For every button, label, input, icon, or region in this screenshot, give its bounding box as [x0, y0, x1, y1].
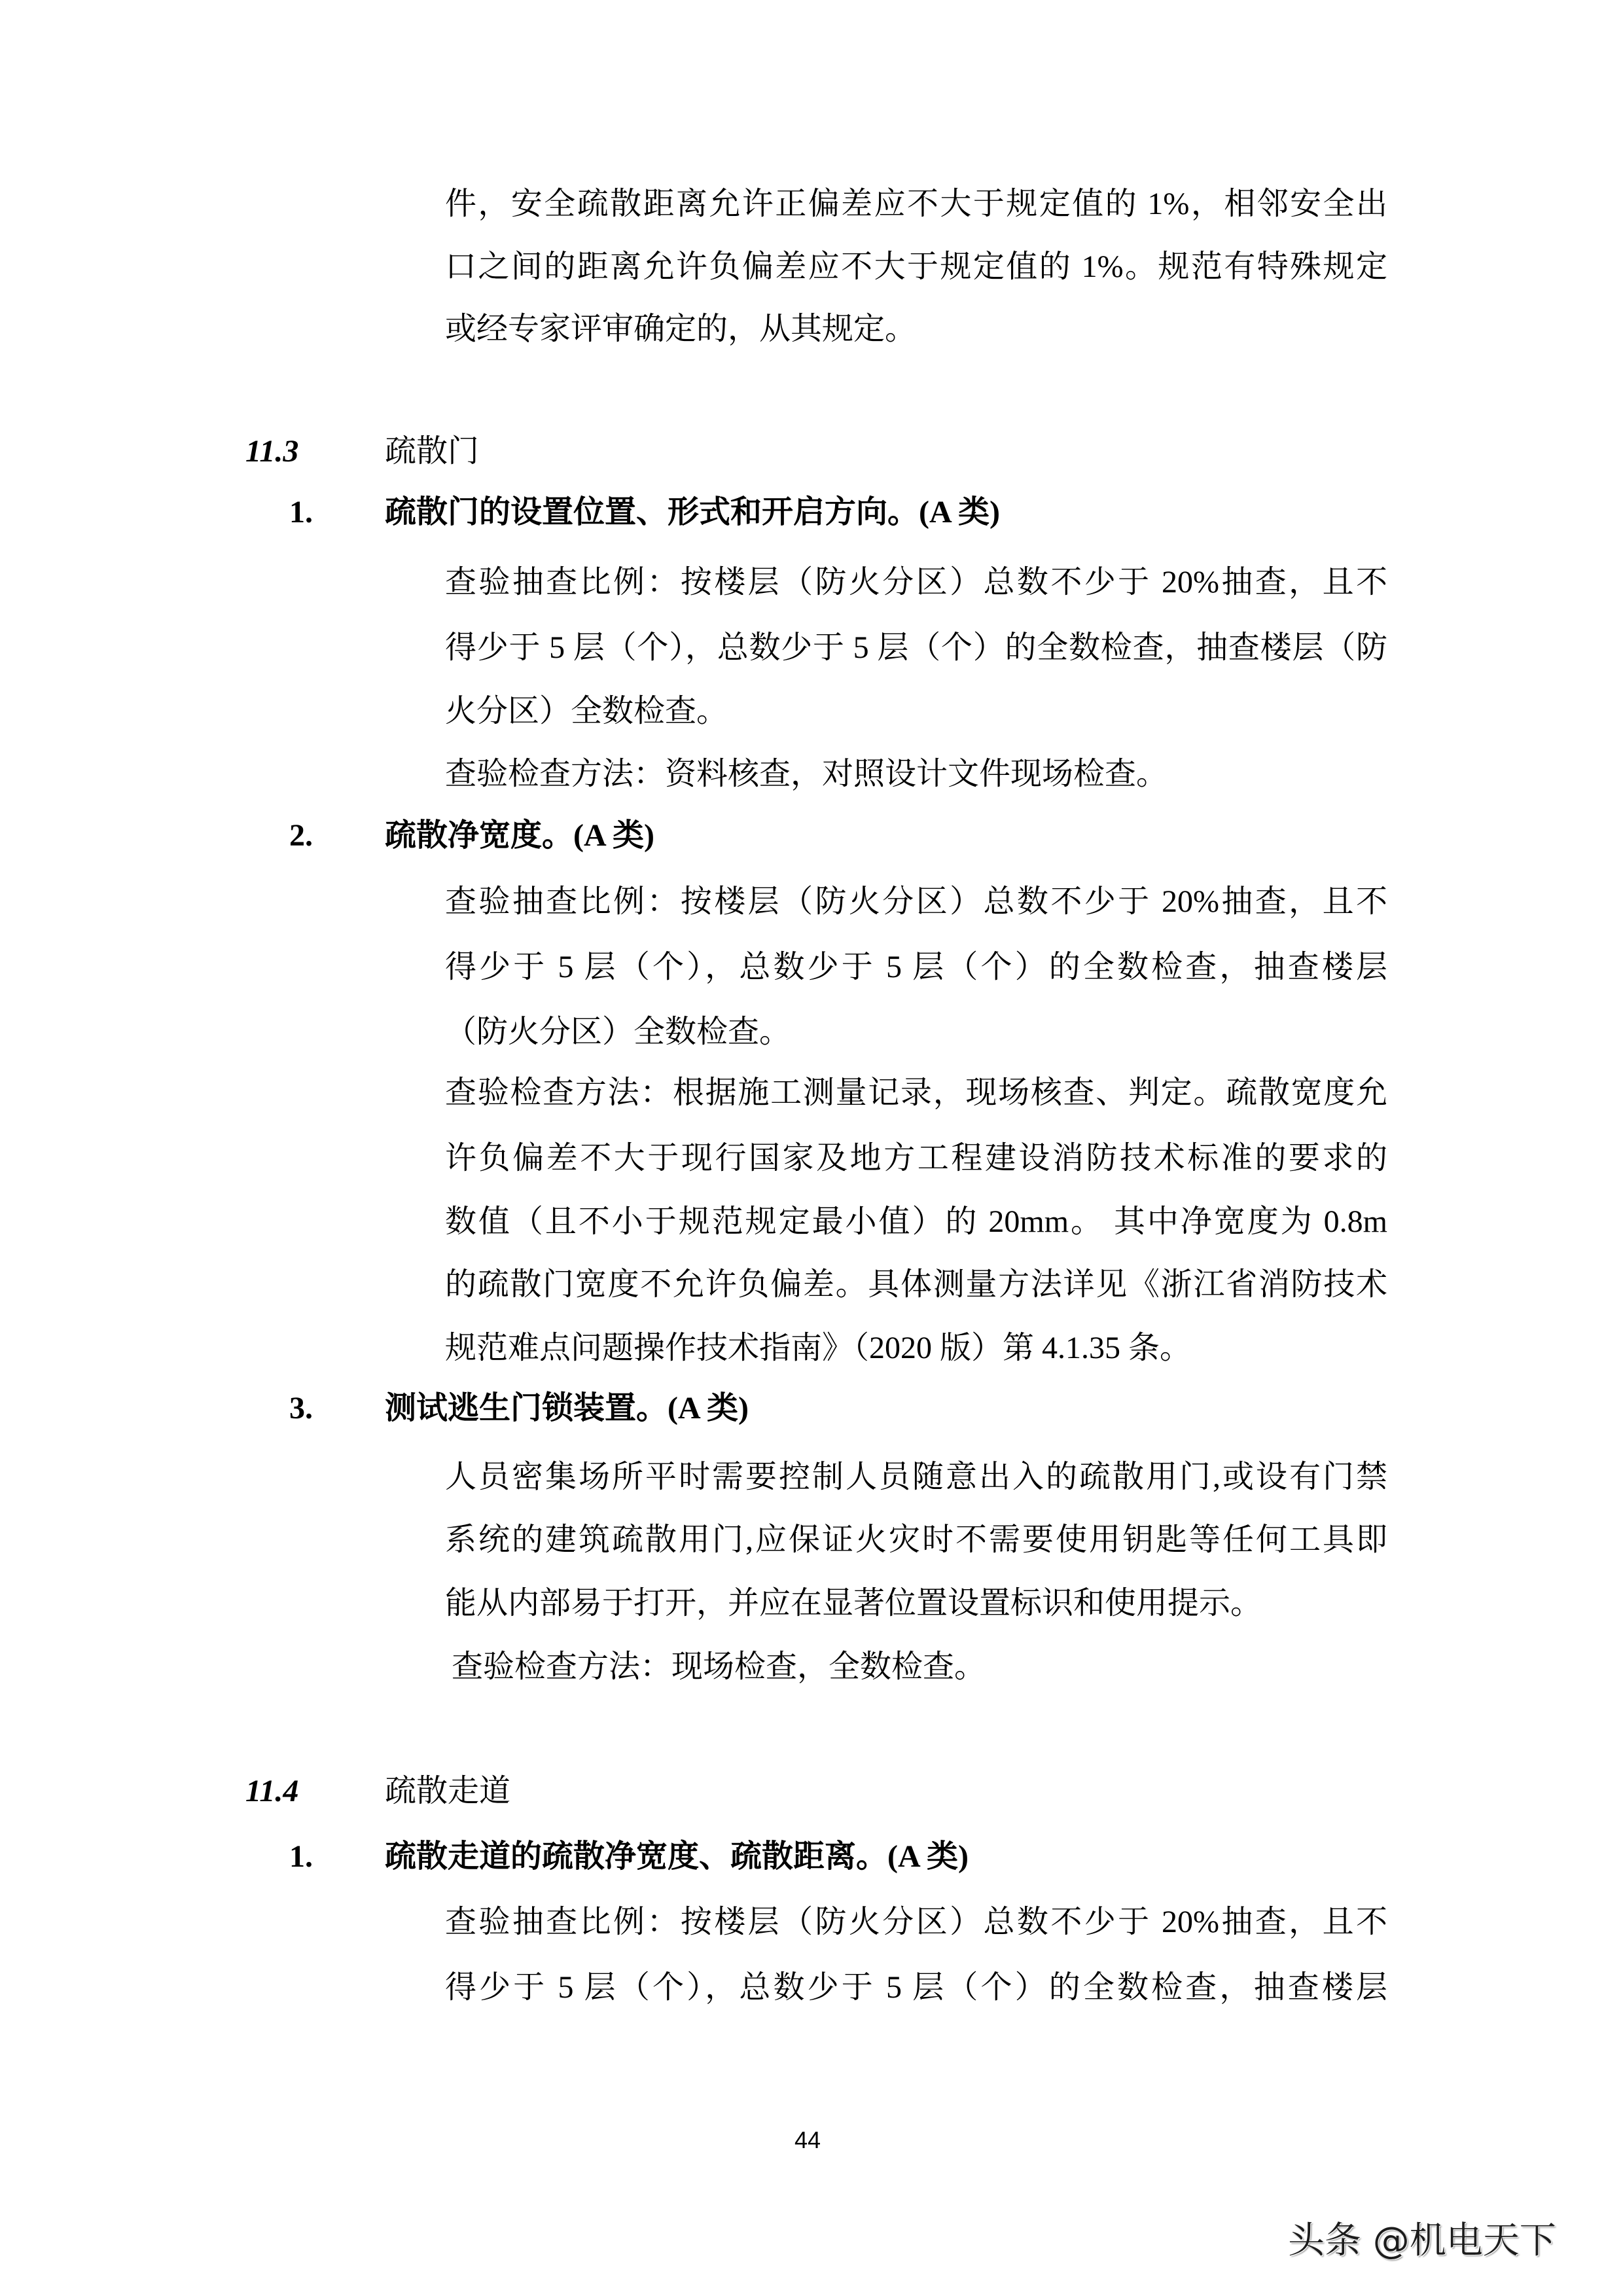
- text-line: 的疏散门宽度不允许负偏差。具体测量方法详见《浙江省消防技术: [445, 1267, 1387, 1302]
- item-title: [385, 1377, 749, 1440]
- item-number: 1.: [289, 495, 313, 529]
- item-heading: [0, 481, 1623, 544]
- item-class-label: (A 类): [887, 1839, 969, 1874]
- text-line: 系统的建筑疏散用门,应保证火灾时不需要使用钥匙等任何工具即: [445, 1522, 1387, 1557]
- item-title: [385, 1825, 969, 1888]
- item-number: 2.: [289, 818, 313, 853]
- text-line: 查验抽查比例：按楼层（防火分区）总数不少于 20%抽查，且不: [445, 884, 1387, 919]
- item-heading: [0, 804, 1623, 867]
- section-title: 疏散门: [385, 434, 480, 469]
- text-line: 规范难点问题操作技术指南》（2020 版）第 4.1.35 条。: [445, 1331, 1192, 1365]
- item-title: [385, 481, 1000, 544]
- text-line: 火分区）全数检查。: [445, 694, 728, 728]
- section-heading-11-4: [0, 1760, 1623, 1823]
- section-heading-11-3: [0, 420, 1623, 483]
- text-line: 得少于 5 层（个），总数少于 5 层（个）的全数检查，抽查楼层: [445, 950, 1387, 984]
- text-line: 查验抽查比例：按楼层（防火分区）总数不少于 20%抽查，且不: [445, 565, 1387, 600]
- text-line: 数值（且不小于规范规定最小值）的 20mm。 其中净宽度为 0.8m: [445, 1204, 1387, 1239]
- section-number: 11.3: [245, 434, 299, 469]
- text-line: 口之间的距离允许负偏差应不大于规定值的 1%。规范有特殊规定: [445, 249, 1387, 284]
- item-title-text: 疏散净宽度。: [385, 818, 574, 853]
- item-class-label: (A 类): [573, 818, 655, 853]
- section-number: 11.4: [245, 1774, 299, 1808]
- text-line: 人员密集场所平时需要控制人员随意出入的疏散用门,或设有门禁: [445, 1460, 1387, 1494]
- item-heading: [0, 1377, 1623, 1440]
- text-line: 查验检查方法：资料核查，对照设计文件现场检查。: [445, 757, 1168, 791]
- item-class-label: (A 类): [919, 495, 1001, 529]
- item-number: 3.: [289, 1391, 313, 1426]
- text-line: 查验抽查比例：按楼层（防火分区）总数不少于 20%抽查，且不: [445, 1905, 1387, 1939]
- item-class-label: (A 类): [668, 1391, 749, 1426]
- watermark: 头条 @机电天下: [1288, 2219, 1556, 2262]
- text-line: 件，安全疏散距离允许正偏差应不大于规定值的 1%，相邻安全出: [445, 187, 1387, 221]
- item-title-text: 测试逃生门锁装置。: [385, 1391, 668, 1426]
- item-title: [385, 804, 654, 867]
- item-title-text: 疏散门的设置位置、形式和开启方向。: [385, 495, 919, 529]
- text-line: 或经专家评审确定的，从其规定。: [445, 312, 917, 346]
- text-line: 得少于 5 层（个），总数少于 5 层（个）的全数检查，抽查楼层: [445, 1970, 1387, 2005]
- text-line: （防火分区）全数检查。: [445, 1014, 791, 1049]
- text-line: 能从内部易于打开，并应在显著位置设置标识和使用提示。: [445, 1586, 1262, 1621]
- text-line: 得少于 5 层（个），总数少于 5 层（个）的全数检查，抽查楼层（防: [445, 630, 1387, 665]
- text-line: 许负偏差不大于现行国家及地方工程建设消防技术标准的要求的: [445, 1141, 1387, 1175]
- text-line: 查验检查方法：现场检查，全数检查。: [452, 1649, 986, 1684]
- item-number: 1.: [289, 1839, 313, 1874]
- item-heading: [0, 1825, 1623, 1888]
- page-number: 44: [794, 2126, 821, 2153]
- item-title-text: 疏散走道的疏散净宽度、疏散距离。: [385, 1839, 888, 1874]
- section-title: 疏散走道: [385, 1774, 511, 1808]
- text-line: 查验检查方法：根据施工测量记录，现场核查、判定。疏散宽度允: [445, 1075, 1387, 1110]
